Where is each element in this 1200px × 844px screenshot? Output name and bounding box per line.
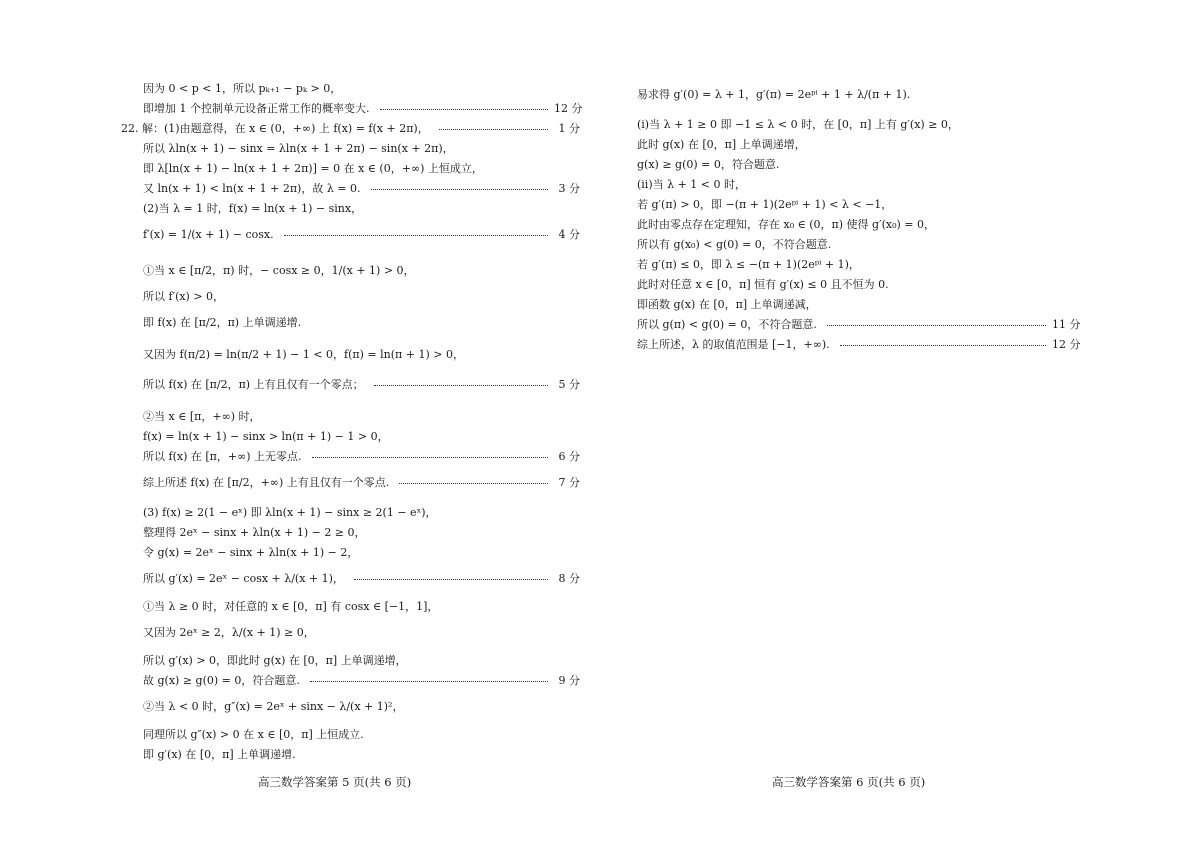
- answer-line: [143, 160, 580, 178]
- answer-line-text: 此时对任意 x ∈ [0，π] 恒有 g′(x) ≤ 0 且不恒为 0.: [637, 278, 895, 291]
- answer-line-text: 即 g′(x) 在 [0，π] 上单调递增.: [143, 748, 302, 761]
- answer-line-text: 即 λ[ln(x + 1) − ln(x + 1 + 2π)] = 0 在 x ∈ (0，+∞) 上恒成立，: [143, 162, 489, 175]
- answer-line-text: 又 ln(x + 1) < ln(x + 1 + 2π)，故 λ = 0.: [143, 182, 367, 195]
- leader-dots: [827, 325, 1046, 326]
- answer-line: [143, 698, 580, 716]
- leader-dots: [284, 235, 548, 236]
- answer-line: [637, 216, 1078, 234]
- score-label: 4 分: [558, 228, 580, 241]
- answer-line: [143, 652, 580, 670]
- answer-line-text: (2)当 λ = 1 时，f(x) = ln(x + 1) − sinx，: [143, 202, 368, 215]
- answer-line: [143, 474, 580, 492]
- answer-line: [143, 200, 580, 218]
- score-label: 8 分: [558, 572, 580, 585]
- leader-dots: [840, 345, 1046, 346]
- page-footer-6: 高三数学答案第 6 页(共 6 页): [772, 775, 926, 789]
- answer-line: [143, 544, 580, 562]
- answer-line: [143, 288, 580, 306]
- score-label: 12 分: [554, 102, 583, 115]
- right-page: [600, 0, 1200, 844]
- leader-dots: [312, 457, 548, 458]
- score-label: 1 分: [558, 122, 580, 135]
- answer-line-text: ②当 x ∈ [π，+∞) 时，: [143, 410, 267, 423]
- answer-line-text: 又因为 f(π/2) = ln(π/2 + 1) − 1 < 0，f(π) = ln(π + 1) > 0，: [143, 348, 470, 361]
- answer-line-text: 故 g(x) ≥ g(0) = 0，符合题意.: [143, 674, 306, 687]
- answer-line-text: 所以 g(π) < g(0) = 0，不符合题意.: [637, 318, 823, 331]
- answer-line: [637, 316, 1081, 334]
- leader-dots: [439, 129, 548, 130]
- leader-dots: [310, 681, 548, 682]
- answer-line: [143, 448, 580, 466]
- score-label: 12 分: [1052, 338, 1081, 351]
- score-label: 5 分: [558, 378, 580, 391]
- answer-line-text: 即增加 1 个控制单元设备正常工作的概率变大.: [143, 102, 376, 115]
- answer-line: [637, 236, 1078, 254]
- answer-line-text: ①当 λ ≥ 0 时，对任意的 x ∈ [0，π] 有 cosx ∈ [−1，1]，: [143, 600, 444, 613]
- answer-line-text: 所以 f(x) 在 [π，+∞) 上无零点.: [143, 450, 308, 463]
- answer-line-text: 易求得 g′(0) = λ + 1，g′(π) = 2eᵖⁱ + 1 + λ/(π + 1).: [637, 88, 916, 101]
- answer-line: [143, 226, 580, 244]
- answer-line-text: 所以 f(x) 在 [π/2，π) 上有且仅有一个零点；: [143, 378, 370, 391]
- leader-dots: [399, 483, 548, 484]
- answer-line-text: 若 g′(π) ≤ 0，即 λ ≤ −(π + 1)(2eᵖⁱ + 1)，: [637, 258, 866, 271]
- leader-dots: [371, 189, 548, 190]
- answer-line-text: 综上所述，λ 的取值范围是 [−1，+∞).: [637, 338, 836, 351]
- answer-line: [143, 180, 580, 198]
- score-label: 9 分: [558, 674, 580, 687]
- answer-line-text: ①当 x ∈ [π/2，π) 时，− cosx ≥ 0，1/(x + 1) > 0，: [143, 264, 421, 277]
- answer-line: [637, 86, 1078, 104]
- answer-line: [637, 336, 1081, 354]
- answer-line-text: f(x) = ln(x + 1) − sinx > ln(π + 1) − 1 > 0，: [143, 430, 395, 443]
- page-footer-5: 高三数学答案第 5 页(共 6 页): [258, 775, 412, 789]
- answer-line-text: 所以 g′(x) > 0，即此时 g(x) 在 [0，π] 上单调递增，: [143, 654, 413, 667]
- answer-line-text: 所以 g′(x) = 2eˣ − cosx + λ/(x + 1)，: [143, 572, 350, 585]
- answer-line: [637, 136, 1078, 154]
- answer-line-text: 所以有 g(x₀) < g(0) = 0，不符合题意.: [637, 238, 837, 251]
- answer-line: [143, 262, 580, 280]
- answer-line: [637, 116, 1078, 134]
- answer-line: [121, 120, 580, 138]
- answer-line: [637, 296, 1078, 314]
- answer-line: [143, 570, 580, 588]
- answer-line-text: ②当 λ < 0 时，g″(x) = 2eˣ + sinx − λ/(x + 1)²，: [143, 700, 409, 713]
- answer-line: [637, 176, 1078, 194]
- answer-line-text: 此时由零点存在定理知，存在 x₀ ∈ (0，π) 使得 g′(x₀) = 0，: [637, 218, 941, 231]
- answer-line: [143, 100, 583, 118]
- answer-line-text: 令 g(x) = 2eˣ − sinx + λln(x + 1) − 2，: [143, 546, 364, 559]
- answer-line-text: 综上所述 f(x) 在 [π/2，+∞) 上有且仅有一个零点.: [143, 476, 395, 489]
- answer-line: [143, 598, 580, 616]
- answer-line-text: f′(x) = 1/(x + 1) − cosx.: [143, 228, 280, 241]
- answer-line-text: 若 g′(π) > 0，即 −(π + 1)(2eᵖⁱ + 1) < λ < −1，: [637, 198, 898, 211]
- answer-line: [143, 314, 580, 332]
- answer-line: [143, 504, 580, 522]
- answer-line-text: 即函数 g(x) 在 [0，π] 上单调递减，: [637, 298, 823, 311]
- score-label: 11 分: [1052, 318, 1081, 331]
- answer-line: [143, 376, 580, 394]
- answer-line: [637, 196, 1078, 214]
- answer-line: [637, 156, 1078, 174]
- answer-line-text: 所以 f′(x) > 0，: [143, 290, 230, 303]
- score-label: 6 分: [558, 450, 580, 463]
- answer-line-text: 因为 0 < p < 1，所以 pₖ₊₁ − pₖ > 0，: [143, 82, 347, 95]
- answer-line-text: (ⅱ)当 λ + 1 < 0 时，: [637, 178, 752, 191]
- answer-line: [143, 346, 580, 364]
- answer-line: [143, 672, 580, 690]
- answer-line: [637, 256, 1078, 274]
- answer-line-text: 整理得 2eˣ − sinx + λln(x + 1) − 2 ≥ 0，: [143, 526, 372, 539]
- answer-line: [143, 408, 580, 426]
- leader-dots: [354, 579, 548, 580]
- answer-line-text: 又因为 2eˣ ≥ 2，λ/(x + 1) ≥ 0，: [143, 626, 321, 639]
- answer-line: [143, 428, 580, 446]
- answer-line: [143, 726, 580, 744]
- answer-line-text: 同理所以 g″(x) > 0 在 x ∈ [0，π] 上恒成立.: [143, 728, 370, 741]
- leader-dots: [374, 385, 548, 386]
- answer-line: [637, 276, 1078, 294]
- answer-line-text: 22. 解：(1)由题意得，在 x ∈ (0，+∞) 上 f(x) = f(x + 2π)，: [121, 122, 435, 135]
- answer-line-text: (ⅰ)当 λ + 1 ≥ 0 即 −1 ≤ λ < 0 时，在 [0，π] 上有 g′(x) ≥ 0，: [637, 118, 965, 131]
- score-label: 3 分: [558, 182, 580, 195]
- score-label: 7 分: [558, 476, 580, 489]
- answer-line: [143, 80, 580, 98]
- answer-line-text: 所以 λln(x + 1) − sinx = λln(x + 1 + 2π) − sin(x + 2π)，: [143, 142, 460, 155]
- answer-line-text: (3) f(x) ≥ 2(1 − eˣ) 即 λln(x + 1) − sinx ≥ 2(1 − eˣ)，: [143, 506, 443, 519]
- answer-line-text: 此时 g(x) 在 [0，π] 上单调递增，: [637, 138, 812, 151]
- answer-line-text: 即 f(x) 在 [π/2，π) 上单调递增.: [143, 316, 307, 329]
- leader-dots: [380, 109, 548, 110]
- answer-line: [143, 746, 580, 764]
- answer-line: [143, 140, 580, 158]
- answer-line: [143, 624, 580, 642]
- answer-line-text: g(x) ≥ g(0) = 0，符合题意.: [637, 158, 785, 171]
- answer-line: [143, 524, 580, 542]
